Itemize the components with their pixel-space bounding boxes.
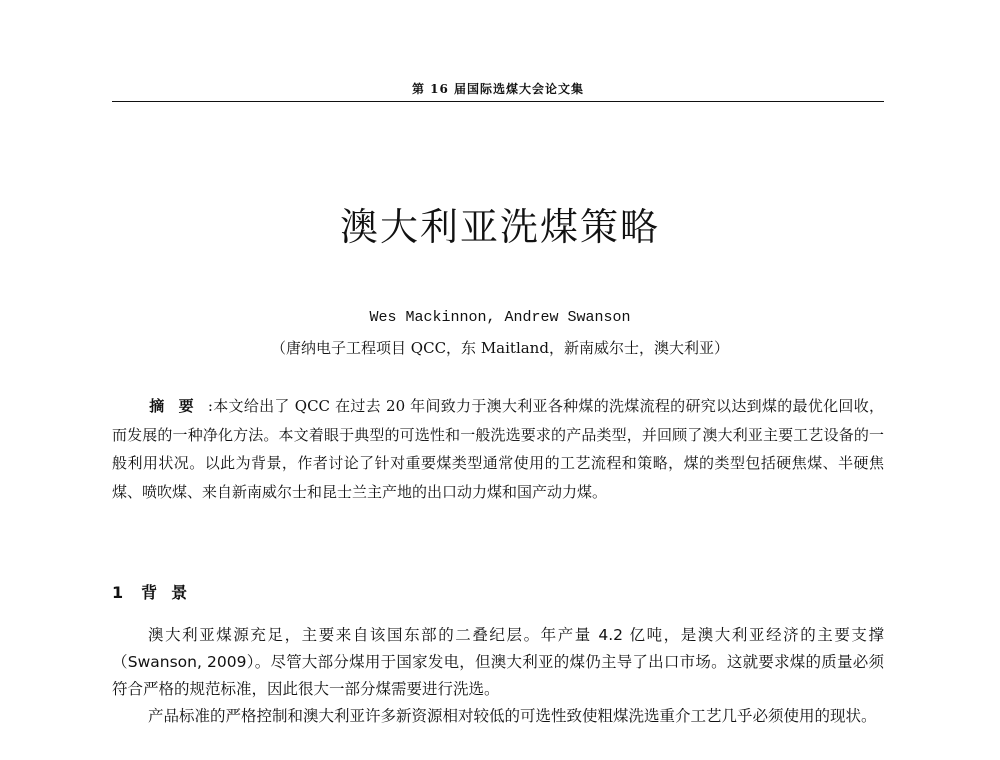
abstract-text: 本文给出了 QCC 在过去 20 年间致力于澳大利亚各种煤的洗煤流程的研究以达到煤的最优化回收，而发展的一种净化方法。本文着眼于典型的可选性和一般洗选要求的产品类型，并回顾了澳大利亚主要工艺设备的一般利用状况。以此为背景，作者讨论了针对重要煤类型通常使用的工艺流程和策略，煤的类型包括硬焦煤、半硬焦煤、喷吹煤、来自新南威尔士和昆士兰主产地的出口动力煤和国产动力煤。 (112, 397, 884, 501)
author-names: Wes Mackinnon, Andrew Swanson (369, 309, 631, 326)
section-body (112, 622, 884, 730)
section-number: 1 (112, 583, 124, 602)
paper-title: 澳大利亚洗煤策略 (339, 205, 660, 249)
body-paragraph: 产品标准的严格控制和澳大利亚许多新资源相对较低的可选性致使粗煤洗选重介工艺几乎必须使用的现状。 (148, 707, 877, 725)
abstract: 摘要:本文给出了 QCC 在过去 20 年间致力于澳大利亚各种煤的洗煤流程的研究以达到煤的最优化回收，而发展的一种净化方法。本文着眼于典型的可选性和一般洗选要求的产品类型，并回顾了澳大利亚主要工艺设备的一般利用状况。以此为背景，作者讨论了针对重要煤类型通常使用的工艺流程和策略，煤的类型包括硬焦煤、半硬焦煤、喷吹煤、来自新南威尔士和昆士兰主产地的出口动力煤和国产动力煤。 (112, 397, 884, 501)
abstract-label: 摘要 (149, 397, 208, 415)
header-rule (112, 101, 884, 102)
running-head: 第 16 届国际选煤大会论文集 (411, 82, 585, 96)
author-affiliation: （唐纳电子工程项目 QCC，东 Maitland，新南威尔士，澳大利亚） (271, 339, 729, 357)
section-title: 背景 (141, 583, 202, 602)
body-paragraph: 澳大利亚煤源充足，主要来自该国东部的二叠纪层。年产量 4.2 亿吨，是澳大利亚经济的主要支撑（Swanson, 2009）。尽管大部分煤用于国家发电，但澳大利亚的煤仍主导了出口市场。这就要求煤的质量必须符合严格的规范标准，因此很大一部分煤需要进行洗选。 (112, 626, 884, 698)
section-heading (112, 580, 201, 603)
